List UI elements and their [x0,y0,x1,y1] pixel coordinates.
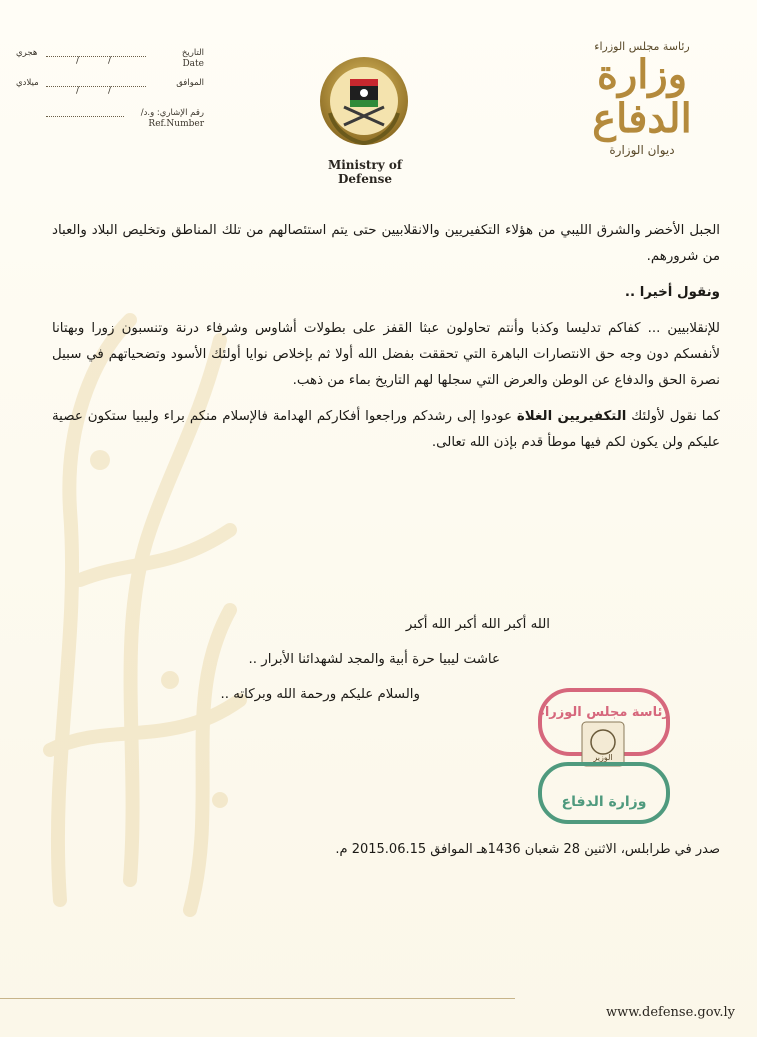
gregorian-date-line [14,78,214,108]
issued-line: صدر في طرابلس، الاثنين 28 شعبان 1436هـ الموافق 2015.06.15 م. [335,842,720,857]
paragraph-3: كما نقول لأولئك التكفيريين الغلاة عودوا إلى رشدكم وراجعوا أفكاركم الهدامة فالإسلام منكم براء وليبيا ستكون عصية عليكم ولن يكون لكم فيها موطأ قدم بإذن الله تعالى. [52,409,720,450]
reference-label: رقم الإشاري: و.د/ Ref.Number [140,108,204,129]
closing-lines [150,612,550,717]
date-reference-block [14,48,214,138]
reference-field [46,116,124,117]
stamp-bottom-text: وزارة الدفاع [561,794,647,810]
paragraph-1: الجبل الأخضر والشرق الليبي من هؤلاء التكفيريين والانقلابيين حتى يتم استئصالهم من تلك المناطق وتخليص البلاد والعباد من شرورهم. [52,223,720,264]
letter-body [52,218,720,456]
office-title: ديوان الوزارة [609,143,675,157]
reference-line [14,108,214,138]
gregorian-date-field: / / [46,86,146,87]
presidency-title: رئاسة مجلس الوزراء [594,40,690,53]
ministry-letterhead [557,40,727,157]
stamp-center-text: الوزير [593,753,613,762]
finally-heading: ونقول أخيرا .. [624,285,720,300]
hijri-label: هجري [16,48,38,58]
hijri-date-line [14,48,214,78]
website-link[interactable]: www.defense.gov.ly [606,1005,735,1020]
libya-line: عاشت ليبيا حرة أبية والمجد لشهدائنا الأبرار .. [248,652,500,667]
date-label: التاريخ Date [181,48,204,69]
hijri-date-field: / / [46,56,146,57]
gregorian-label: ميلادي [16,78,39,88]
takbir-line: الله أكبر الله أكبر الله أكبر [405,617,550,632]
ministry-title: وزارة الدفاع [592,51,692,142]
ministry-emblem-icon [318,55,410,147]
footer-divider [0,998,515,999]
stamp-top-text: رئاسة مجلس الوزراء [538,705,670,720]
salam-line: والسلام عليكم ورحمة الله وبركاته .. [220,687,420,702]
paragraph-2: للإنقلابيين ... كفاكم تدليسا وكذبا وأنتم تحاولون عبثا القفز على بطولات أشاوس وشرفاء درنة وتنسبون زورا وبهتانا لأنفسكم دون وجه حق الانتصارات الباهرة التي تحققت بفضل الله أولا ثم بإخلاص نوايا أولئك الأسود وتضحياتهم في سبيل نصرة الحق والدفاع عن الوطن والعرض التي سجلها لهم التاريخ بماء من ذهب. [52,321,720,388]
ministry-english-label: Ministry of Defense [327,158,403,186]
official-stamp-icon [528,682,678,832]
corresponding-label: الموافق [176,78,204,88]
